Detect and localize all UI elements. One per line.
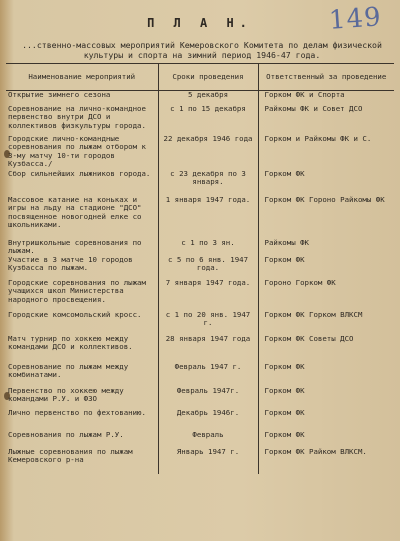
dates-cell: 1 января 1947 года. <box>158 196 258 239</box>
responsible-cell: Райкомы ФК и Совет ДСО <box>258 105 394 135</box>
responsible-cell: Горком ФК <box>258 170 394 196</box>
responsible-cell: Горком ФК <box>258 409 394 431</box>
dates-cell: с 5 по 6 янв. 1947 года. <box>158 256 258 279</box>
responsible-cell: Горком ФК Райком ВЛКСМ. <box>258 448 394 474</box>
table-row <box>6 335 394 363</box>
dates-cell: Декабрь 1946г. <box>158 409 258 431</box>
table-header-row <box>6 64 394 91</box>
event-cell: Участие в 3 матче 10 городов Кузбасса по лыжам. <box>8 254 133 273</box>
event-cell: Городские лично-командные соревнования по лыжам отбором к 3-му матчу 10-ти городов Кузбасса./ <box>8 133 146 169</box>
table-row <box>6 448 394 474</box>
dates-cell: 7 января 1947 года. <box>158 279 258 311</box>
table-row <box>6 409 394 431</box>
responsible-cell: Горком ФК <box>258 387 394 409</box>
table-row <box>6 279 394 311</box>
event-cell: Городские комсомольский кросс. <box>8 309 142 319</box>
event-cell: Сбор сильнейших лыжников города. <box>8 168 151 178</box>
table-row <box>6 135 394 170</box>
event-cell: Массовое катание на коньках и игры на льду на стадионе "ДСО" посвященное новогодней елке со школьниками. <box>8 194 142 230</box>
dates-cell: Февраль 1947 г. <box>158 363 258 387</box>
dates-cell: 28 января 1947 года <box>158 335 258 363</box>
plan-heading: ...ственно-массовых мероприятий Кемеровского Комитета по делам физической культуры и спорта на зимний период 1946-47 года. <box>22 40 382 60</box>
dates-cell: с 23 декабря по 3 января. <box>158 170 258 196</box>
dates-cell: Февраль 1947г. <box>158 387 258 409</box>
event-cell: Первенство по хоккею между командами Р.У. и ФЗО <box>8 385 124 404</box>
dates-cell: с 1 по 3 ян. <box>158 239 258 256</box>
event-cell: Соревнования по лыжам Р.У. <box>8 429 124 439</box>
event-cell: Соревнование на лично-командное первенство внутри ДСО и коллективов физкультуры города. <box>8 103 146 130</box>
table-row <box>6 239 394 256</box>
table-row <box>6 91 394 105</box>
responsible-cell: Райкомы ФК <box>258 239 394 256</box>
responsible-cell: Горком ФК Горком ВЛКСМ <box>258 311 394 335</box>
table-row <box>6 431 394 448</box>
column-header-dates: Сроки проведения <box>158 64 258 91</box>
table-row <box>6 387 394 409</box>
event-cell: Городские соревнования по лыжам учащихся школ Министерства народного просвещения. <box>8 277 146 304</box>
event-cell: Лыжные соревнования по лыжам Кемеровского р-на <box>8 446 133 465</box>
event-cell: Внутришкольные соревнования по лыжам. <box>8 237 142 256</box>
dates-cell: Январь 1947 г. <box>158 448 258 474</box>
table-row <box>6 105 394 135</box>
column-header-responsible: Ответственный за проведение <box>258 64 394 91</box>
table-row <box>6 311 394 335</box>
dates-cell: 22 декабря 1946 года <box>158 135 258 170</box>
dates-cell: 5 декабря <box>158 91 258 105</box>
responsible-cell: Горком ФК Гороно Райкомы ФК <box>258 196 394 239</box>
folio-number: 149 <box>328 2 383 36</box>
event-cell: Матч турнир по хоккею между командами ДСО и коллективов. <box>8 333 133 352</box>
responsible-cell: Горком ФК <box>258 256 394 279</box>
responsible-cell: Гороно Горком ФК <box>258 279 394 311</box>
responsible-cell: Горком ФК и Спорта <box>258 91 394 105</box>
event-cell: Открытие зимнего сезона <box>8 90 111 99</box>
dates-cell: Февраль <box>158 431 258 448</box>
responsible-cell: Горком ФК Советы ДСО <box>258 335 394 363</box>
table-row <box>6 196 394 239</box>
responsible-cell: Горком и Райкомы ФК и С. <box>258 135 394 170</box>
page-title: П Л А Н. <box>147 16 253 30</box>
dates-cell: с 1 по 20 янв. 1947 г. <box>158 311 258 335</box>
event-cell: Соревнование по лыжам между комбинатами. <box>8 361 129 380</box>
event-cell: Лично первенство по фехтованию. <box>8 407 146 417</box>
column-header-event: Наименование мероприятий <box>6 64 158 91</box>
dates-cell: с 1 по 15 декабря <box>158 105 258 135</box>
table-row <box>6 170 394 196</box>
responsible-cell: Горком ФК <box>258 431 394 448</box>
table-row <box>6 363 394 387</box>
table-row <box>6 256 394 279</box>
events-table <box>6 63 394 474</box>
responsible-cell: Горком ФК <box>258 363 394 387</box>
